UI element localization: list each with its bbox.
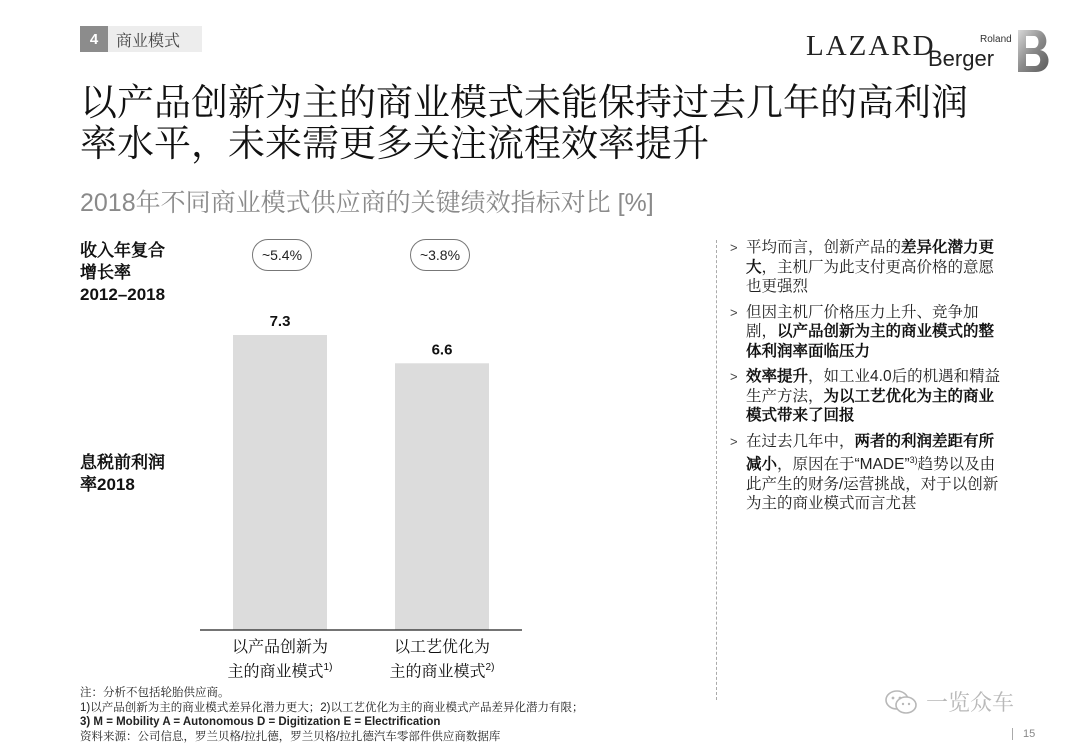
category-label-line1: 以产品创新为 xyxy=(231,639,328,656)
bullet-text: ，原因在于“MADE” xyxy=(777,456,910,474)
category-label xyxy=(372,638,512,682)
vertical-divider xyxy=(716,240,717,700)
insight-bullet xyxy=(730,238,1008,297)
category-label-line1: 以工艺优化为 xyxy=(393,639,490,656)
cagr-pill: ~3.8% xyxy=(410,239,470,271)
ebit-label-line: 率2018 xyxy=(80,475,135,494)
bullet-text: 但因主机厂价格压力上升、竞争加剧， xyxy=(746,303,979,340)
cagr-label-line: 收入年复合 xyxy=(80,241,165,260)
insight-bullet xyxy=(730,303,1008,362)
lazard-logo: LAZARD xyxy=(806,30,936,62)
wechat-icon xyxy=(884,688,918,716)
bar-value-label: 7.3 xyxy=(269,313,291,330)
roland-berger-logo xyxy=(922,30,1034,76)
bullet-text-bold: 两者的利润差距有所减小 xyxy=(746,432,995,474)
bar-value-label: 6.6 xyxy=(431,341,453,359)
section-tag xyxy=(80,26,202,52)
bullet-arrow-icon: > xyxy=(730,369,738,384)
bar xyxy=(233,335,327,630)
bullet-text: 趋势以及由此产生的财务/运营挑战，对于以创新为主的商业模式而言尤甚 xyxy=(746,456,999,513)
bullet-text-bold: 为以工艺优化为主的商业模式带来了回报 xyxy=(746,387,995,424)
category-label xyxy=(210,638,350,682)
footnote-note: 注：分析不包括轮胎供应商。 xyxy=(80,687,230,699)
insight-bullet xyxy=(730,367,1008,426)
bullet-text: ，如工业4.0后的机遇和精益生产方法， xyxy=(746,368,1001,405)
bullet-arrow-icon: > xyxy=(730,433,738,449)
bullet-text-bold: 差异化潜力更大 xyxy=(746,239,995,276)
bar xyxy=(395,363,489,630)
bullet-text: ，主机厂为此支付更高价格的意愿也更强烈 xyxy=(746,258,995,295)
bullet-arrow-icon: > xyxy=(730,240,738,255)
roland-berger-logo-top: Roland xyxy=(980,34,1012,45)
page-number-value: 15 xyxy=(1023,728,1036,740)
bullet-text-bold: 以产品创新为主的商业模式的整体利润率面临压力 xyxy=(746,323,995,360)
ebit-label-line: 息税前利润 xyxy=(80,453,165,472)
footnotes xyxy=(80,686,700,744)
insight-bullet xyxy=(730,432,1008,514)
section-number: 4 xyxy=(80,26,108,52)
footnote-source: 资料来源：公司信息，罗兰贝格/拉扎德，罗兰贝格/拉扎德汽车零部件供应商数据库 xyxy=(80,730,501,743)
roland-berger-b-icon xyxy=(1016,28,1056,74)
ebit-row-label xyxy=(80,452,210,496)
category-footnote-mark: 2) xyxy=(485,662,495,673)
bullet-text: 平均而言，创新产品的 xyxy=(746,239,902,256)
category-footnote-mark: 1) xyxy=(323,662,333,673)
footnote-3: 3) M = Mobility A = Autonomous D = Digitization E = Electrification xyxy=(80,716,441,728)
bullet-text: 3) xyxy=(909,455,918,465)
cagr-row-label xyxy=(80,240,210,306)
cagr-pill: ~5.4% xyxy=(252,239,312,271)
category-label-line2: 主的商业模式 xyxy=(389,663,486,681)
cagr-label-line: 增长率 xyxy=(80,263,131,282)
category-label-line2: 主的商业模式 xyxy=(227,663,324,681)
roland-berger-logo-main: Berger xyxy=(928,46,995,71)
insight-bullets xyxy=(730,238,1008,520)
watermark-text: 一览众车 xyxy=(926,690,1015,715)
bullet-text: 在过去几年中， xyxy=(746,432,855,450)
cagr-label-line: 2012–2018 xyxy=(80,285,166,304)
footnote-1-2: 1)以产品创新为主的商业模式差异化潜力更大；2)以工艺优化为主的商业模式产品差异化潜力有限； xyxy=(80,701,584,714)
bullet-arrow-icon: > xyxy=(730,304,738,320)
bullet-text-bold: 效率提升 xyxy=(746,368,809,385)
page-title: 以产品创新为主的商业模式未能保持过去几年的高利润率水平，未来需更多关注流程效率提升 xyxy=(80,82,968,164)
watermark xyxy=(884,686,1014,717)
chart-subtitle: 2018年不同商业模式供应商的关键绩效指标对比 [%] xyxy=(80,189,654,217)
section-label: 商业模式 xyxy=(108,26,202,52)
page-number xyxy=(1012,728,1035,740)
